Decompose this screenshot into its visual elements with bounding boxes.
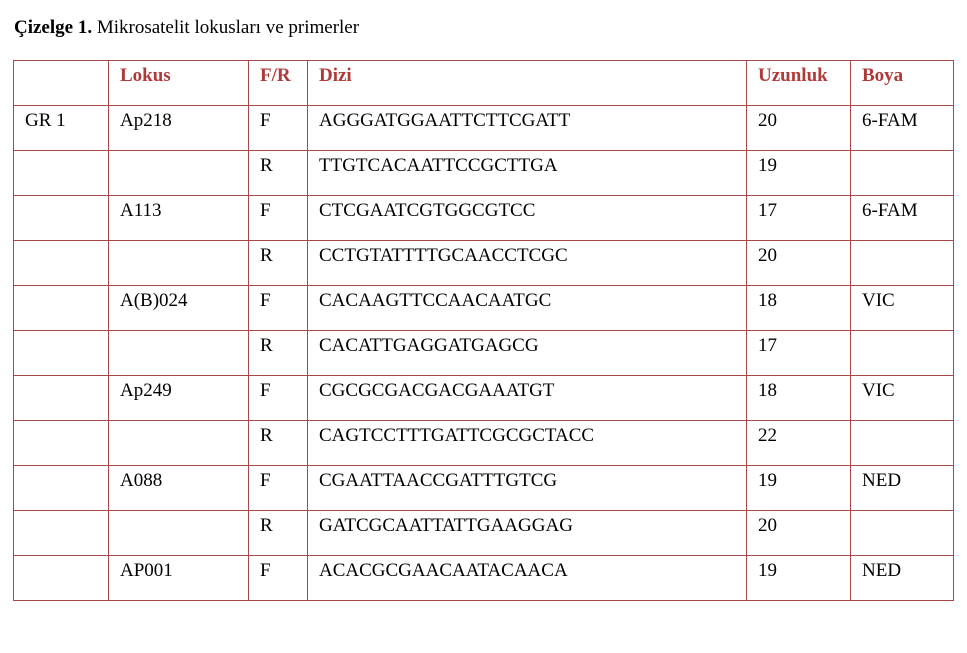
table-header-row <box>14 61 954 106</box>
cell-length: 22 <box>747 421 851 466</box>
table-row <box>14 556 954 601</box>
cell-sequence: CACAAGTTCCAACAATGC <box>308 286 747 331</box>
table-row <box>14 421 954 466</box>
header-group <box>14 61 109 106</box>
cell-dye: 6-FAM <box>851 106 954 151</box>
table-row <box>14 331 954 376</box>
cell-dye: VIC <box>851 376 954 421</box>
cell-locus: A(B)024 <box>109 286 249 331</box>
cell-length: 20 <box>747 511 851 556</box>
table-row <box>14 196 954 241</box>
cell-sequence: CACATTGAGGATGAGCG <box>308 331 747 376</box>
cell-group <box>14 286 109 331</box>
cell-length: 20 <box>747 241 851 286</box>
cell-locus <box>109 331 249 376</box>
header-fr: F/R <box>249 61 308 106</box>
cell-length: 20 <box>747 106 851 151</box>
cell-fr: F <box>249 286 308 331</box>
cell-locus <box>109 151 249 196</box>
cell-sequence: CGAATTAACCGATTTGTCG <box>308 466 747 511</box>
cell-dye: NED <box>851 556 954 601</box>
table-body <box>14 106 954 601</box>
cell-sequence: GATCGCAATTATTGAAGGAG <box>308 511 747 556</box>
cell-sequence: CTCGAATCGTGGCGTCC <box>308 196 747 241</box>
header-sequence: Dizi <box>308 61 747 106</box>
table-row <box>14 241 954 286</box>
cell-length: 18 <box>747 376 851 421</box>
cell-dye <box>851 241 954 286</box>
cell-group <box>14 421 109 466</box>
cell-fr: R <box>249 421 308 466</box>
cell-group <box>14 376 109 421</box>
cell-fr: R <box>249 241 308 286</box>
caption-text: Mikrosatelit lokusları ve primerler <box>92 17 360 38</box>
table-row <box>14 376 954 421</box>
table-row <box>14 151 954 196</box>
cell-fr: F <box>249 376 308 421</box>
cell-length: 17 <box>747 331 851 376</box>
cell-group <box>14 556 109 601</box>
table-caption <box>14 16 359 40</box>
primer-table <box>13 60 954 601</box>
cell-fr: F <box>249 466 308 511</box>
cell-dye: 6-FAM <box>851 196 954 241</box>
cell-dye <box>851 331 954 376</box>
table-row <box>14 286 954 331</box>
cell-length: 19 <box>747 556 851 601</box>
cell-dye <box>851 511 954 556</box>
cell-locus <box>109 511 249 556</box>
cell-locus: A113 <box>109 196 249 241</box>
cell-dye: VIC <box>851 286 954 331</box>
cell-group <box>14 466 109 511</box>
cell-sequence: CGCGCGACGACGAAATGT <box>308 376 747 421</box>
cell-group <box>14 331 109 376</box>
cell-length: 19 <box>747 151 851 196</box>
header-length: Uzunluk <box>747 61 851 106</box>
cell-fr: R <box>249 331 308 376</box>
table-row <box>14 106 954 151</box>
cell-dye: NED <box>851 466 954 511</box>
cell-locus: A088 <box>109 466 249 511</box>
cell-locus: Ap249 <box>109 376 249 421</box>
cell-locus <box>109 241 249 286</box>
cell-group <box>14 241 109 286</box>
cell-sequence: ACACGCGAACAATACAACA <box>308 556 747 601</box>
cell-sequence: CCTGTATTTTGCAACCTCGC <box>308 241 747 286</box>
cell-locus <box>109 421 249 466</box>
table-row <box>14 466 954 511</box>
cell-sequence: CAGTCCTTTGATTCGCGCTACC <box>308 421 747 466</box>
cell-fr: F <box>249 196 308 241</box>
cell-fr: R <box>249 511 308 556</box>
cell-length: 19 <box>747 466 851 511</box>
cell-sequence: TTGTCACAATTCCGCTTGA <box>308 151 747 196</box>
cell-group <box>14 511 109 556</box>
header-locus: Lokus <box>109 61 249 106</box>
cell-group <box>14 196 109 241</box>
cell-sequence: AGGGATGGAATTCTTCGATT <box>308 106 747 151</box>
cell-locus: AP001 <box>109 556 249 601</box>
cell-fr: F <box>249 106 308 151</box>
cell-length: 18 <box>747 286 851 331</box>
cell-group: GR 1 <box>14 106 109 151</box>
cell-length: 17 <box>747 196 851 241</box>
cell-locus: Ap218 <box>109 106 249 151</box>
cell-fr: R <box>249 151 308 196</box>
cell-dye <box>851 151 954 196</box>
header-dye: Boya <box>851 61 954 106</box>
cell-fr: F <box>249 556 308 601</box>
table-row <box>14 511 954 556</box>
caption-label: Çizelge 1. <box>14 17 93 38</box>
cell-dye <box>851 421 954 466</box>
cell-group <box>14 151 109 196</box>
